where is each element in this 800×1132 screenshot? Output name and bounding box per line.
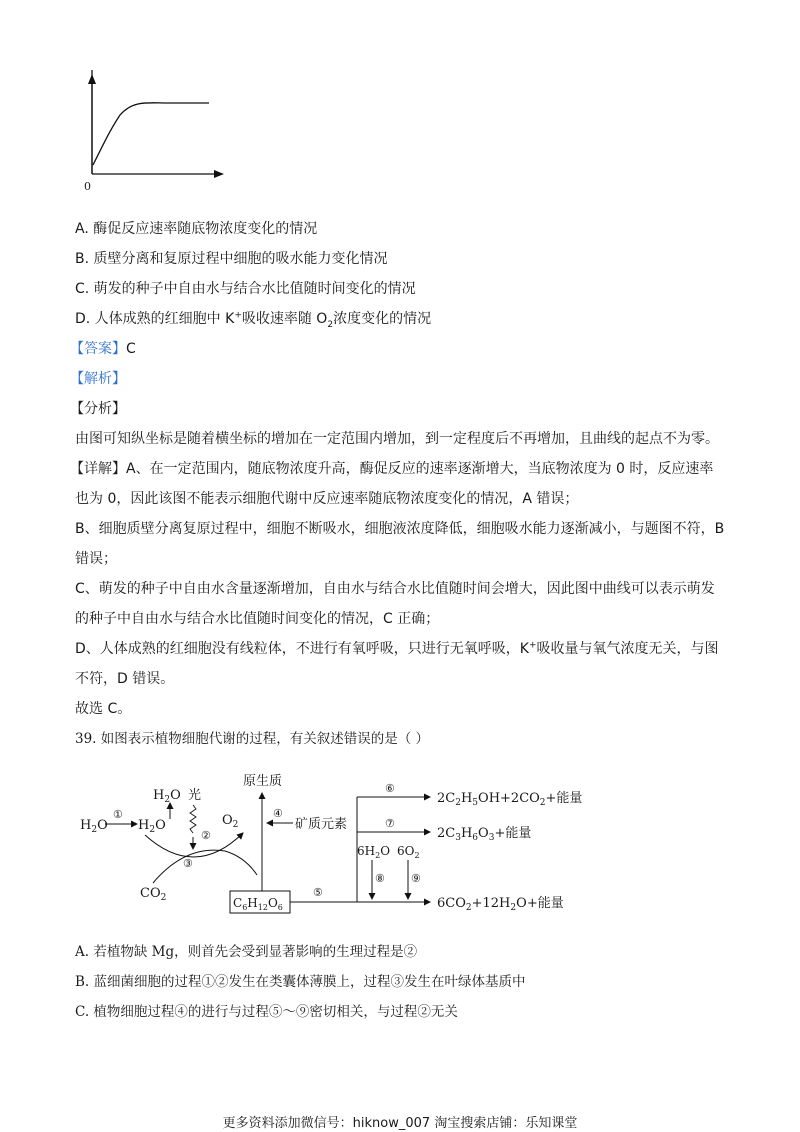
svg-text:6H2O: $6H_2O$ <box>357 844 391 860</box>
detail-line-1: 【详解】A、在一定范围内，随底物浓度升高，酶促反应的速率逐渐增大，当底物浓度为 0 时，反应速率 <box>70 461 714 477</box>
detail-line-2: 也为 0，因此该图不能表示细胞代谢中反应速率随底物浓度变化的情况，A 错误； <box>75 491 579 507</box>
process-8-label: ⑧ <box>375 872 385 885</box>
process-3-label: ③ <box>183 857 193 870</box>
answer-line <box>70 339 136 359</box>
process-9-label: ⑨ <box>411 872 421 885</box>
detail-line-9: 故选 C。 <box>75 701 132 717</box>
q39-option-b: B. 蓝细菌细胞的过程①②发生在类囊体薄膜上，过程③发生在叶绿体基质中 <box>75 974 526 990</box>
saturation-curve <box>93 103 209 165</box>
svg-text:2C3H6O3+能量: $2C_3H_6O_3+$能量 <box>437 826 532 843</box>
fenxi-text: 由图可知纵坐标是随着横坐标的增加在一定范围内增加，到一定程度后不再增加，且曲线的起点不为零。 <box>75 431 719 447</box>
metabolism-diagram <box>75 765 595 925</box>
svg-text:CO2: $CO_2$ <box>140 886 167 903</box>
detail-line-4: 错误； <box>75 551 117 567</box>
detail-line-8: 不符，D 错误。 <box>75 671 175 687</box>
x-axis-arrow <box>214 170 224 178</box>
answer-tag: 【答案】 <box>70 341 126 357</box>
q38-option-a: A. 酶促反应速率随底物浓度变化的情况 <box>75 221 318 237</box>
saturation-curve-graph <box>78 70 228 195</box>
question-39: 39. 如图表示植物细胞代谢的过程，有关叙述错误的是（ ） <box>75 731 430 747</box>
q39-option-a: A. 若植物缺 Mg，则首先会受到显著影响的生理过程是② <box>75 944 418 960</box>
process-7-label: ⑦ <box>385 817 395 830</box>
detail-line-3: B、细胞质壁分离复原过程中，细胞不断吸水，细胞液浓度降低，细胞吸水能力逐渐减小，与题图不符，B <box>75 521 725 537</box>
mineral-label: 矿质元素 <box>295 817 348 832</box>
fenxi-tag: 【分析】 <box>70 401 126 417</box>
process-6-label: ⑥ <box>385 782 395 795</box>
q38-option-c: C. 萌发的种子中自由水与结合水比值随时间变化的情况 <box>75 281 416 297</box>
answer-value: C <box>126 341 136 357</box>
svg-text:H2O: $H_2O$ <box>138 818 166 835</box>
svg-text:2C2H5OH+2CO2+能量: $2C_2H_5OH+2CO_2+$能量 <box>437 791 583 808</box>
protoplasm-label: 原生质 <box>243 774 283 789</box>
detail-line-6: 的种子中自由水与结合水比值随时间变化的情况，C 正确； <box>75 611 440 627</box>
energy-label-1: +能量 <box>545 791 583 806</box>
footer-note: 更多资料添加微信号：hiknow_007 淘宝搜索店铺：乐知课堂 <box>222 1116 578 1131</box>
detail-line-7: D、人体成熟的红细胞没有线粒体，不进行有氧呼吸，只进行无氧呼吸，K+吸收量与氧气浓度无关，与图 <box>75 640 719 657</box>
origin-label: 0 <box>84 180 91 193</box>
svg-text:C6H12O6: $C_6H_{12}O_6$ <box>233 896 283 912</box>
energy-label-3: +能量 <box>526 896 564 911</box>
process-2-label: ② <box>201 829 211 842</box>
energy-label-2: +能量 <box>494 826 532 841</box>
svg-text:6CO2+12H2O+能量: $6CO_2+12H_2O+$能量 <box>437 896 564 913</box>
process-1-label: ① <box>113 808 123 821</box>
process-5-label: ⑤ <box>313 886 323 899</box>
svg-text:H2O: $H_2O$ <box>153 788 181 805</box>
svg-text:O2: $O_2$ <box>222 813 239 830</box>
detail-line-5: C、萌发的种子中自由水含量逐渐增加，自由水与结合水比值随时间会增大，因此图中曲线可以表示萌发 <box>75 581 715 597</box>
q39-option-c: C. 植物细胞过程④的进行与过程⑤～⑨密切相关，与过程②无关 <box>75 1004 458 1020</box>
process-4-label: ④ <box>273 807 283 820</box>
q38-option-d: D. 人体成熟的红细胞中 K+吸收速率随 $O_2$浓度变化的情况 <box>75 310 432 330</box>
light-label: 光 <box>188 788 202 803</box>
y-axis-arrow <box>88 74 96 84</box>
svg-text:6O2: $6O_2$ <box>397 844 420 860</box>
analysis-tag: 【解析】 <box>70 371 126 387</box>
svg-text:H2O: $H_2O$ <box>80 818 108 835</box>
q38-option-b: B. 质壁分离和复原过程中细胞的吸水能力变化情况 <box>75 251 388 267</box>
